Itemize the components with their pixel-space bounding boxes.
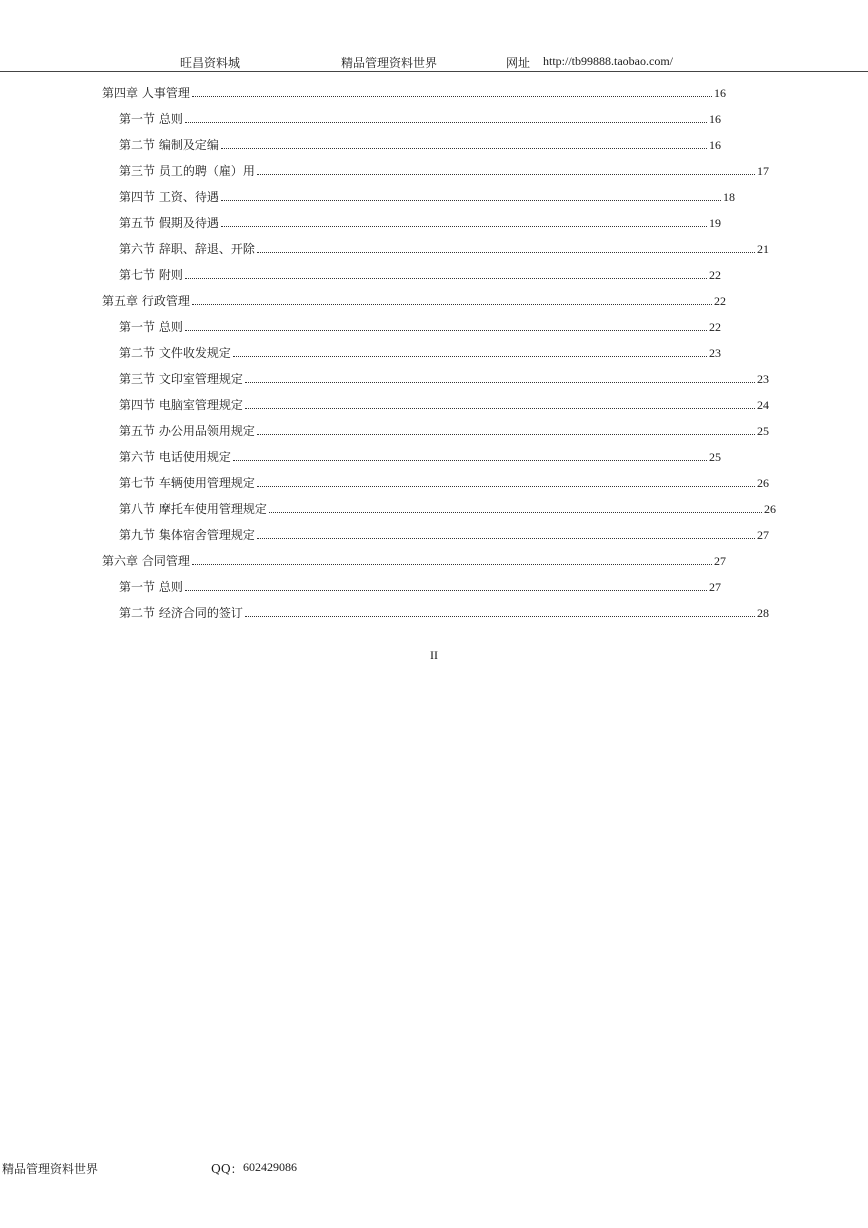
dot-leader [185,121,707,123]
toc-entry-section[interactable] [119,264,721,282]
toc-entry-section[interactable] [119,524,769,542]
toc-entry-section[interactable] [119,368,769,386]
toc-entry-title: 第五章 行政管理 [102,294,190,308]
toc-entry-title: 第六章 合同管理 [102,554,190,568]
toc-entry-page: 23 [757,372,769,386]
toc-entry-page: 26 [764,502,776,516]
page-number: II [430,648,438,662]
dot-leader [257,485,755,487]
dot-leader [245,615,755,617]
footer-qq-number: 602429086 [243,1160,297,1174]
toc-entry-section[interactable] [119,472,769,490]
toc-entry-section[interactable] [119,576,721,594]
toc-entry-page: 27 [709,580,721,594]
dot-leader [257,251,755,253]
page-header [0,52,868,72]
toc-entry-title: 第四节 工资、待遇 [119,190,219,204]
toc-entry-title: 第一节 总则 [119,320,183,334]
toc-entry-chapter[interactable] [102,290,726,308]
dot-leader [257,173,755,175]
toc-entry-page: 23 [709,346,721,360]
dot-leader [185,277,707,279]
toc-entry-section[interactable] [119,342,721,360]
toc-entry-title: 第七节 车辆使用管理规定 [119,476,255,490]
dot-leader [233,459,707,461]
toc-entry-page: 27 [757,528,769,542]
toc-entry-section[interactable] [119,108,721,126]
toc-entry-page: 22 [709,268,721,282]
toc-entry-title: 第五节 假期及待遇 [119,216,219,230]
toc-entry-page: 16 [714,86,726,100]
dot-leader [245,407,755,409]
toc-entry-section[interactable] [119,446,721,464]
toc-entry-section[interactable] [119,134,721,152]
toc-entry-title: 第四章 人事管理 [102,86,190,100]
dot-leader [185,589,707,591]
toc-entry-section[interactable] [119,212,721,230]
toc-entry-title: 第九节 集体宿舍管理规定 [119,528,255,542]
toc-entry-page: 22 [714,294,726,308]
toc-entry-page: 28 [757,606,769,620]
toc-entry-page: 19 [709,216,721,230]
toc-entry-page: 16 [709,112,721,126]
toc-entry-section[interactable] [119,160,769,178]
dot-leader [221,225,707,227]
toc-entry-section[interactable] [119,420,769,438]
toc-entry-title: 第一节 总则 [119,580,183,594]
toc-entry-page: 18 [723,190,735,204]
header-divider [0,71,868,72]
toc-entry-page: 25 [757,424,769,438]
dot-leader [245,381,755,383]
toc-entry-title: 第八节 摩托车使用管理规定 [119,502,267,516]
toc-entry-title: 第三节 员工的聘（雇）用 [119,164,255,178]
dot-leader [233,355,707,357]
dot-leader [269,511,762,513]
toc-entry-page: 21 [757,242,769,256]
toc-entry-chapter[interactable] [102,550,726,568]
dot-leader [192,563,712,565]
toc-entry-title: 第二节 经济合同的签订 [119,606,243,620]
toc-entry-title: 第五节 办公用品领用规定 [119,424,255,438]
toc-entry-title: 第三节 文印室管理规定 [119,372,243,386]
toc-entry-page: 24 [757,398,769,412]
toc-entry-section[interactable] [119,498,776,516]
header-url-label: 网址 [506,56,531,70]
toc-entry-page: 27 [714,554,726,568]
toc-entry-page: 26 [757,476,769,490]
toc-entry-title: 第二节 文件收发规定 [119,346,231,360]
dot-leader [221,147,707,149]
toc-entry-section[interactable] [119,238,769,256]
toc-entry-section[interactable] [119,602,769,620]
dot-leader [221,199,721,201]
header-site-name: 精品管理资料世界 [341,56,438,70]
toc-entry-section[interactable] [119,394,769,412]
header-url-link[interactable]: http://tb99888.taobao.com/ [543,54,673,68]
toc-entry-chapter[interactable] [102,82,726,100]
toc-entry-page: 22 [709,320,721,334]
toc-entry-title: 第六节 辞职、辞退、开除 [119,242,255,256]
toc-entry-page: 17 [757,164,769,178]
toc-entry-section[interactable] [119,186,735,204]
toc-entry-page: 25 [709,450,721,464]
toc-entry-title: 第七节 附则 [119,268,183,282]
dot-leader [192,95,712,97]
dot-leader [185,329,707,331]
dot-leader [192,303,712,305]
footer-site-name: 精品管理资料世界 [2,1162,99,1176]
toc-entry-page: 16 [709,138,721,152]
toc-entry-title: 第六节 电话使用规定 [119,450,231,464]
header-shop-name: 旺昌资料城 [180,56,241,70]
toc-entry-title: 第四节 电脑室管理规定 [119,398,243,412]
footer-qq-label: QQ： [211,1162,243,1176]
toc-entry-title: 第一节 总则 [119,112,183,126]
dot-leader [257,537,755,539]
dot-leader [257,433,755,435]
toc-entry-section[interactable] [119,316,721,334]
toc-entry-title: 第二节 编制及定编 [119,138,219,152]
